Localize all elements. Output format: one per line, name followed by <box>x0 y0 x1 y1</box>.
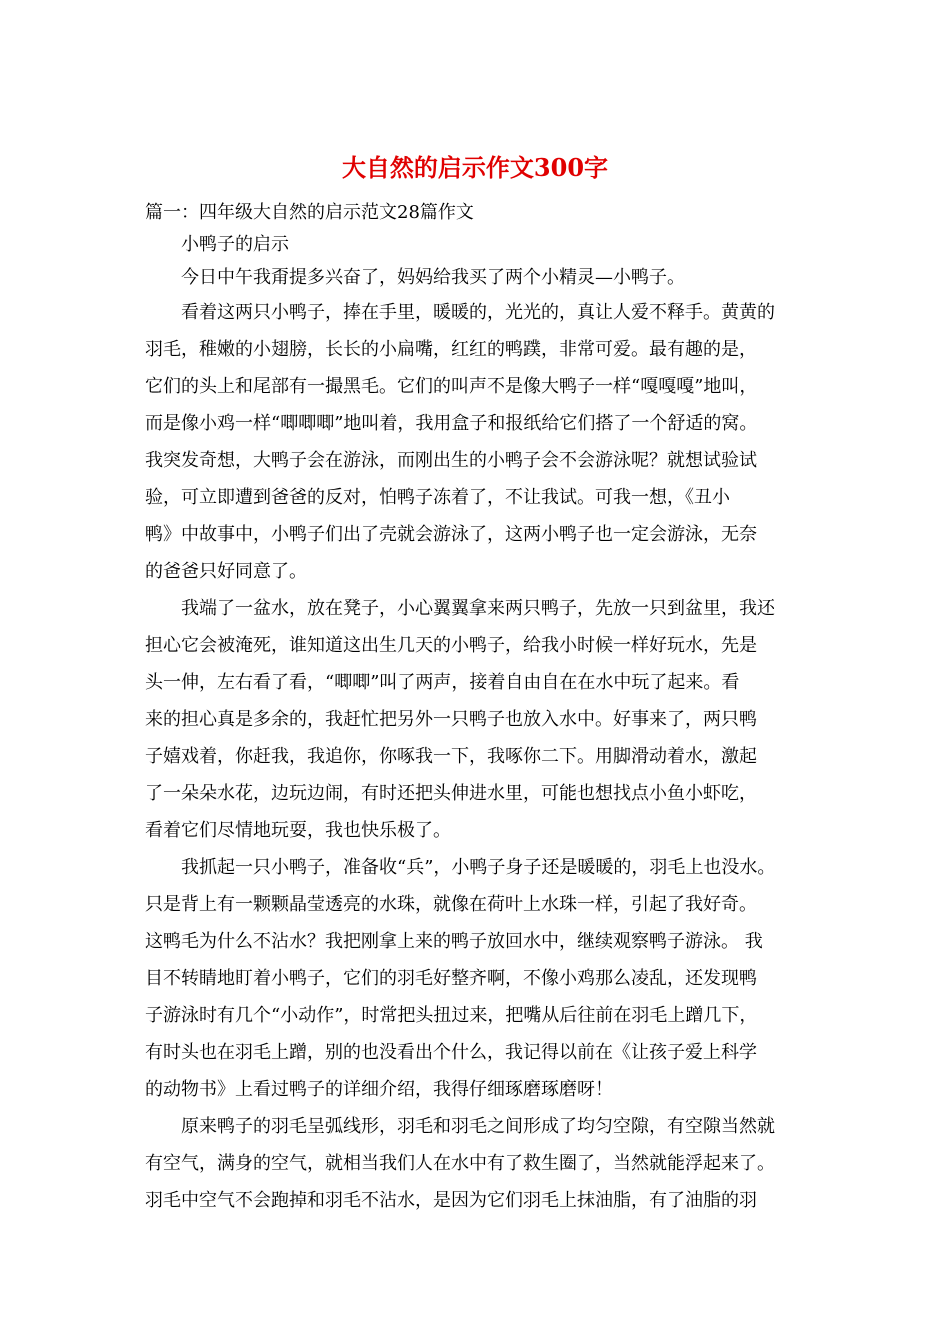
text-line: 验，可立即遭到爸爸的反对，怕鸭子冻着了，不让我试。可我一想，《丑小 <box>145 487 730 508</box>
document-title: 大自然的启示作文300字 <box>341 153 609 182</box>
text-line: 了一朵朵水花，边玩边闹，有时还把头伸进水里，可能也想找点小鱼小虾吃， <box>145 783 757 804</box>
text-line: 我端了一盆水，放在凳子，小心翼翼拿来两只鸭子，先放一只到盆里，我还 <box>145 598 775 619</box>
text-line: 小鸭子的启示 <box>145 234 289 255</box>
text-line: 目不转睛地盯着小鸭子，它们的羽毛好整齐啊，不像小鸡那么凌乱，还发现鸭 <box>145 968 757 989</box>
text-line: 担心它会被淹死，谁知道这出生几天的小鸭子，给我小时候一样好玩水，先是 <box>145 635 757 656</box>
text-line: 而是像小鸡一样“唧唧唧”地叫着，我用盒子和报纸给它们搭了一个舒适的窝。 <box>145 413 758 434</box>
text-line: 羽毛，稚嫩的小翅膀，长长的小扁嘴，红红的鸭蹼，非常可爱。最有趣的是， <box>145 339 757 360</box>
text-line: 只是背上有一颗颗晶莹透亮的水珠，就像在荷叶上水珠一样，引起了我好奇。 <box>145 894 757 915</box>
text-line: 有时头也在羽毛上蹭，别的也没看出个什么，我记得以前在《让孩子爱上科学 <box>145 1042 757 1063</box>
text-line: 有空气，满身的空气，就相当我们人在水中有了救生圈了，当然就能浮起来了。 <box>145 1153 775 1174</box>
text-line: 看着这两只小鸭子，捧在手里，暖暖的，光光的，真让人爱不释手。黄黄的 <box>145 302 775 323</box>
text-line: 子嬉戏着，你赶我，我追你，你啄我一下，我啄你二下。用脚滑动着水，激起 <box>145 746 757 767</box>
text-line: 看着它们尽情地玩耍，我也快乐极了。 <box>145 820 451 841</box>
text-line: 它们的头上和尾部有一撮黑毛。它们的叫声不是像大鸭子一样“嘎嘎嘎”地叫， <box>145 376 758 397</box>
text-line: 头一伸，左右看了看，“唧唧”叫了两声，接着自由自在在水中玩了起来。看 <box>145 672 740 693</box>
text-line: 今日中午我甭提多兴奋了，妈妈给我买了两个小精灵—小鸭子。 <box>145 267 685 288</box>
text-line: 这鸭毛为什么不沾水？我把刚拿上来的鸭子放回水中，继续观察鸭子游泳。 我 <box>145 931 763 952</box>
text-line: 羽毛中空气不会跑掉和羽毛不沾水，是因为它们羽毛上抹油脂，有了油脂的羽 <box>145 1190 757 1211</box>
text-line: 来的担心真是多余的，我赶忙把另外一只鸭子也放入水中。好事来了，两只鸭 <box>145 709 757 730</box>
text-line: 子游泳时有几个“小动作”，时常把头扭过来，把嘴从后往前在羽毛上蹭几下， <box>145 1005 758 1026</box>
text-line: 我突发奇想，大鸭子会在游泳，而刚出生的小鸭子会不会游泳呢？就想试验试 <box>145 450 757 471</box>
text-line: 篇一：四年级大自然的启示范文28篇作文 <box>145 202 474 223</box>
text-line: 我抓起一只小鸭子，准备收“兵”，小鸭子身子还是暖暖的，羽毛上也没水。 <box>145 857 776 878</box>
text-line: 原来鸭子的羽毛呈弧线形，羽毛和羽毛之间形成了均匀空隙，有空隙当然就 <box>145 1116 775 1137</box>
text-line: 的动物书》上看过鸭子的详细介绍，我得仔细琢磨琢磨呀！ <box>145 1079 613 1100</box>
text-line: 鸭》中故事中，小鸭子们出了壳就会游泳了，这两小鸭子也一定会游泳，无奈 <box>145 524 757 545</box>
text-line: 的爸爸只好同意了。 <box>145 561 307 582</box>
